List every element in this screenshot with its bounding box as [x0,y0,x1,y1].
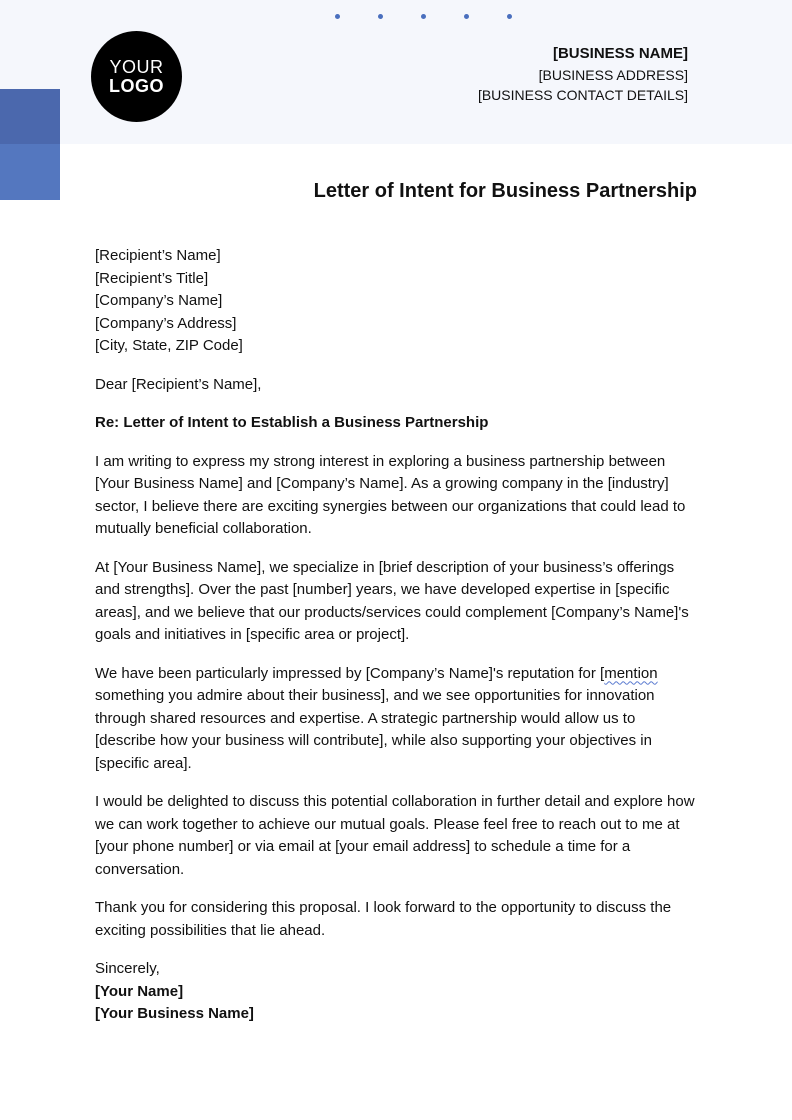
recipient-name: [Recipient’s Name] [95,247,221,264]
signature-name: [Your Name] [95,982,184,1000]
business-address: [BUSINESS ADDRESS] [538,66,688,83]
signature-business: [Your Business Name] [95,1005,254,1022]
paragraph-3 [95,663,700,776]
dot [335,14,340,19]
dot [507,14,512,19]
business-contact: [BUSINESS CONTACT DETAILS] [477,87,688,103]
recipient-city: [City, State, ZIP Code] [95,337,243,354]
dot [378,14,383,19]
accent-block-bottom [0,144,60,200]
spellcheck-flagged-word[interactable]: mention [604,664,658,682]
paragraph-4: I would be delighted to discuss this potential collaboration in further detail and explore how we can work together to achieve our mutual goals. Please feel free to reach out to me at [your phone number] or via email at [your email address] to schedule a time for a conversation. [95,793,695,878]
letter-title: Letter of Intent for Business Partnership [313,180,697,202]
paragraph-1: I am writing to express my strong interest in exploring a business partnership between [Your Business Name] and [Company’s Name]. As a growing company in the [industry] sector, I believe there are exciting synergies between our organizations that could lead to mutually beneficial collaboration. [95,452,686,537]
dot [421,14,426,19]
subject-line: Re: Letter of Intent to Establish a Business Partnership [95,414,489,431]
recipient-title: [Recipient’s Title] [95,269,209,287]
recipient-block [95,245,700,358]
signature-block [95,958,700,1026]
logo-line-1: YOUR [109,56,164,77]
accent-block-top [0,89,60,144]
recipient-company: [Company’s Name] [95,292,223,309]
paragraph-5: Thank you for considering this proposal. I look forward to the opportunity to discuss the exciting possibilities that lie ahead. [95,899,672,939]
recipient-address: [Company’s Address] [95,314,237,332]
decorative-dots [335,14,512,19]
business-name: [BUSINESS NAME] [552,45,688,62]
logo-line-2: LOGO [109,75,164,96]
paragraph-3-start: We have been particularly impressed by [Company’s Name]'s reputation for [ [95,664,605,682]
closing: Sincerely, [95,960,160,977]
paragraph-3-end: something you admire about their business], and we see opportunities for innovation through shared resources and expertise. A strategic partnership would allow us to [describe how your business will contribute], while also supporting your objectives in [specific area]. [95,687,655,772]
company-logo [91,31,182,122]
paragraph-2: At [Your Business Name], we specialize in [brief description of your business’s offerings and strengths]. Over the past [number] years, we have developed expertise in [specific areas], and we believe that our products/services could complement [Company’s Name]'s goals and initiatives in [specific area or project]. [95,558,689,643]
letter-body [95,245,700,1042]
salutation: Dear [Recipient’s Name], [95,375,262,393]
business-info [478,44,688,106]
dot [464,14,469,19]
